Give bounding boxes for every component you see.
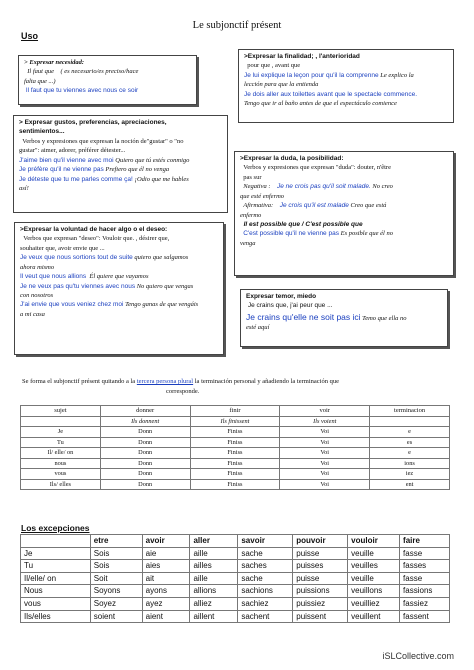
finalidad-example-1: Je lui explique la leçon pour qu'il la comprenne Le explico la	[244, 71, 414, 79]
col-donner: donner	[100, 406, 190, 417]
duda-example: C'est possible qu'il ne vienne pas Es posible que él no	[243, 230, 393, 238]
footer-watermark: iSLCollective.com	[382, 651, 454, 661]
finalidad-heading: >Expresar la finalidad; , l'anterioridad	[244, 53, 360, 60]
duda-heading: >Expresar la duda, la posibilidad:	[240, 155, 344, 162]
conjugation-header-row	[21, 406, 450, 417]
duda-line-4: que esté enfermo	[240, 192, 285, 200]
duda-line-9: venga	[240, 239, 256, 247]
col-terminacion: terminacion	[370, 406, 450, 417]
gustos-line-1: Verbos y expresiones que expresan la noción de"gustar" o "no	[22, 137, 184, 145]
table-row: Il/ elle/ on Donn Finiss Voi e	[21, 448, 450, 459]
duda-possible: Il est possible que / C'est possible que	[243, 220, 363, 228]
necesidad-line-1: Il faut que ( es necesario/es preciso/hace	[27, 68, 139, 76]
gustos-line-6: así!	[19, 184, 29, 192]
gustos-example-2: Je préfère qu'il ne vienne pas Prefiero que él no venga	[19, 166, 170, 174]
finalidad-line-3: lección para que la entienda	[244, 81, 319, 89]
temor-line-3: esté aquí	[246, 324, 270, 332]
exceptions-table	[20, 534, 450, 623]
duda-line-2: pas sur	[243, 173, 262, 181]
temor-heading: Expresar temor, miedo	[246, 293, 317, 300]
formation-note-line-2: corresponde.	[166, 388, 200, 395]
voluntad-example-4: J'ai envie que vous veniez chez moi Tengo ganas de que vengáis	[20, 301, 199, 309]
table-row: Je Donn Finiss Voi e	[21, 427, 450, 438]
col-finir: finir	[190, 406, 280, 417]
voluntad-line-9: a mi casa	[20, 310, 45, 318]
voluntad-line-4: ahora mismo	[20, 263, 55, 271]
table-row: Je Sois aie aille sache puisse veuille fasse	[21, 547, 450, 560]
gustos-line-2: gustar": aimer, adorer, préférer détester...	[19, 147, 126, 155]
voluntad-line-2: souhaiter que, avoir envie que ...	[20, 244, 105, 252]
box-necesidad	[18, 55, 197, 105]
gustos-example-1: J'aime bien qu'il vienne avec moi Quiero que tú estés conmigo	[19, 156, 190, 164]
voluntad-example-3: Je ne veux pas qu'tu viennes avec nous No quiero que vengas	[20, 282, 194, 290]
voluntad-example-2: Il veut que nous allions Él quiere que vayamos	[20, 273, 149, 281]
page-title: Le subjonctif présent	[192, 20, 282, 31]
table-row: Tu Donn Finiss Voi es	[21, 437, 450, 448]
table-row: Ils donnent Ils finissent Ils voient	[21, 416, 450, 427]
gustos-heading-2: sentimientos...	[19, 128, 65, 136]
col-sujet: sujet	[21, 406, 101, 417]
table-row: Tu Sois aies ailles saches puisses veuilles fasses	[21, 560, 450, 573]
necesidad-heading: > Expresar necesidad:	[24, 59, 85, 66]
voluntad-heading: >Expresar la voluntad de hacer algo o el deseo:	[20, 226, 168, 233]
table-row: vous Donn Finiss Voi iez	[21, 469, 450, 480]
box-duda	[234, 151, 454, 276]
finalidad-example-2: Je dois aller aux toilettes avant que le spectacle commence.	[244, 90, 418, 98]
duda-negativa: Negativa : Je ne crois pas qu'il soit malade. No creo	[243, 183, 393, 191]
finalidad-line-1: pour que , avant que	[247, 62, 301, 70]
table-row: Ils/elles soient aient aillent sachent puissent veuillent fassent	[21, 610, 450, 623]
table-row: vous Soyez ayez alliez sachiez puissiez veuilliez fassiez	[21, 597, 450, 610]
table-row: nous Donn Finiss Voi ions	[21, 458, 450, 469]
gustos-example-3: Je déteste que tu me parles comme ça! ¡Odio que me hables	[19, 175, 189, 183]
temor-example: Je crains qu'elle ne soit pas ici Temo que ella no	[246, 311, 407, 322]
table-row: Ils/ elles Donn Finiss Voi ent	[21, 479, 450, 490]
box-finalidad	[238, 49, 454, 123]
col-voir: voir	[280, 406, 370, 417]
uso-heading: Uso	[21, 31, 39, 41]
box-temor	[240, 289, 448, 347]
necesidad-example: Il faut que tu viennes avec nous ce soir	[25, 87, 139, 95]
box-voluntad	[14, 222, 224, 355]
formation-note-line-1: Se forma el subjonctif présent quitando a la tercera persona plural la terminación personal y añadiendo la terminación que	[22, 378, 339, 385]
voluntad-line-1: Verbos que expresan "deseo": Vouloir que. , désirer que,	[23, 235, 170, 243]
necesidad-line-2: falta que ...)	[24, 77, 56, 85]
voluntad-example-1: Je veux que nous sortions tout de suite quiero que salgamos	[20, 254, 189, 262]
exceptions-title: Los excepciones	[21, 523, 90, 533]
duda-line-1: Verbos y expresiones que expresan "duda": douter, n'être	[243, 164, 391, 172]
finalidad-line-5: Tengo que ir al baño antes de que el espectáculo comience	[244, 100, 397, 108]
table-row: Nous Soyons ayons allions sachions puissions veuillons fassions	[21, 585, 450, 598]
duda-afirmativa: Afirmativa: Je crois qu'il est malade Creo que está	[243, 202, 387, 210]
duda-line-6: enfermo	[240, 211, 262, 219]
temor-line-1: Je crains que, j'ai peur que ...	[247, 302, 333, 310]
exceptions-header-row: etre avoir aller savoir pouvoir vouloir faire	[21, 535, 450, 548]
voluntad-line-7: con nosotros	[20, 291, 54, 299]
table-row: Il/elle/ on Soit ait aille sache puisse veuille fasse	[21, 572, 450, 585]
box-gustos	[13, 115, 228, 213]
gustos-heading: > Expresar gustos, preferencias, apreciaciones,	[19, 119, 167, 126]
conjugation-table	[20, 405, 450, 490]
